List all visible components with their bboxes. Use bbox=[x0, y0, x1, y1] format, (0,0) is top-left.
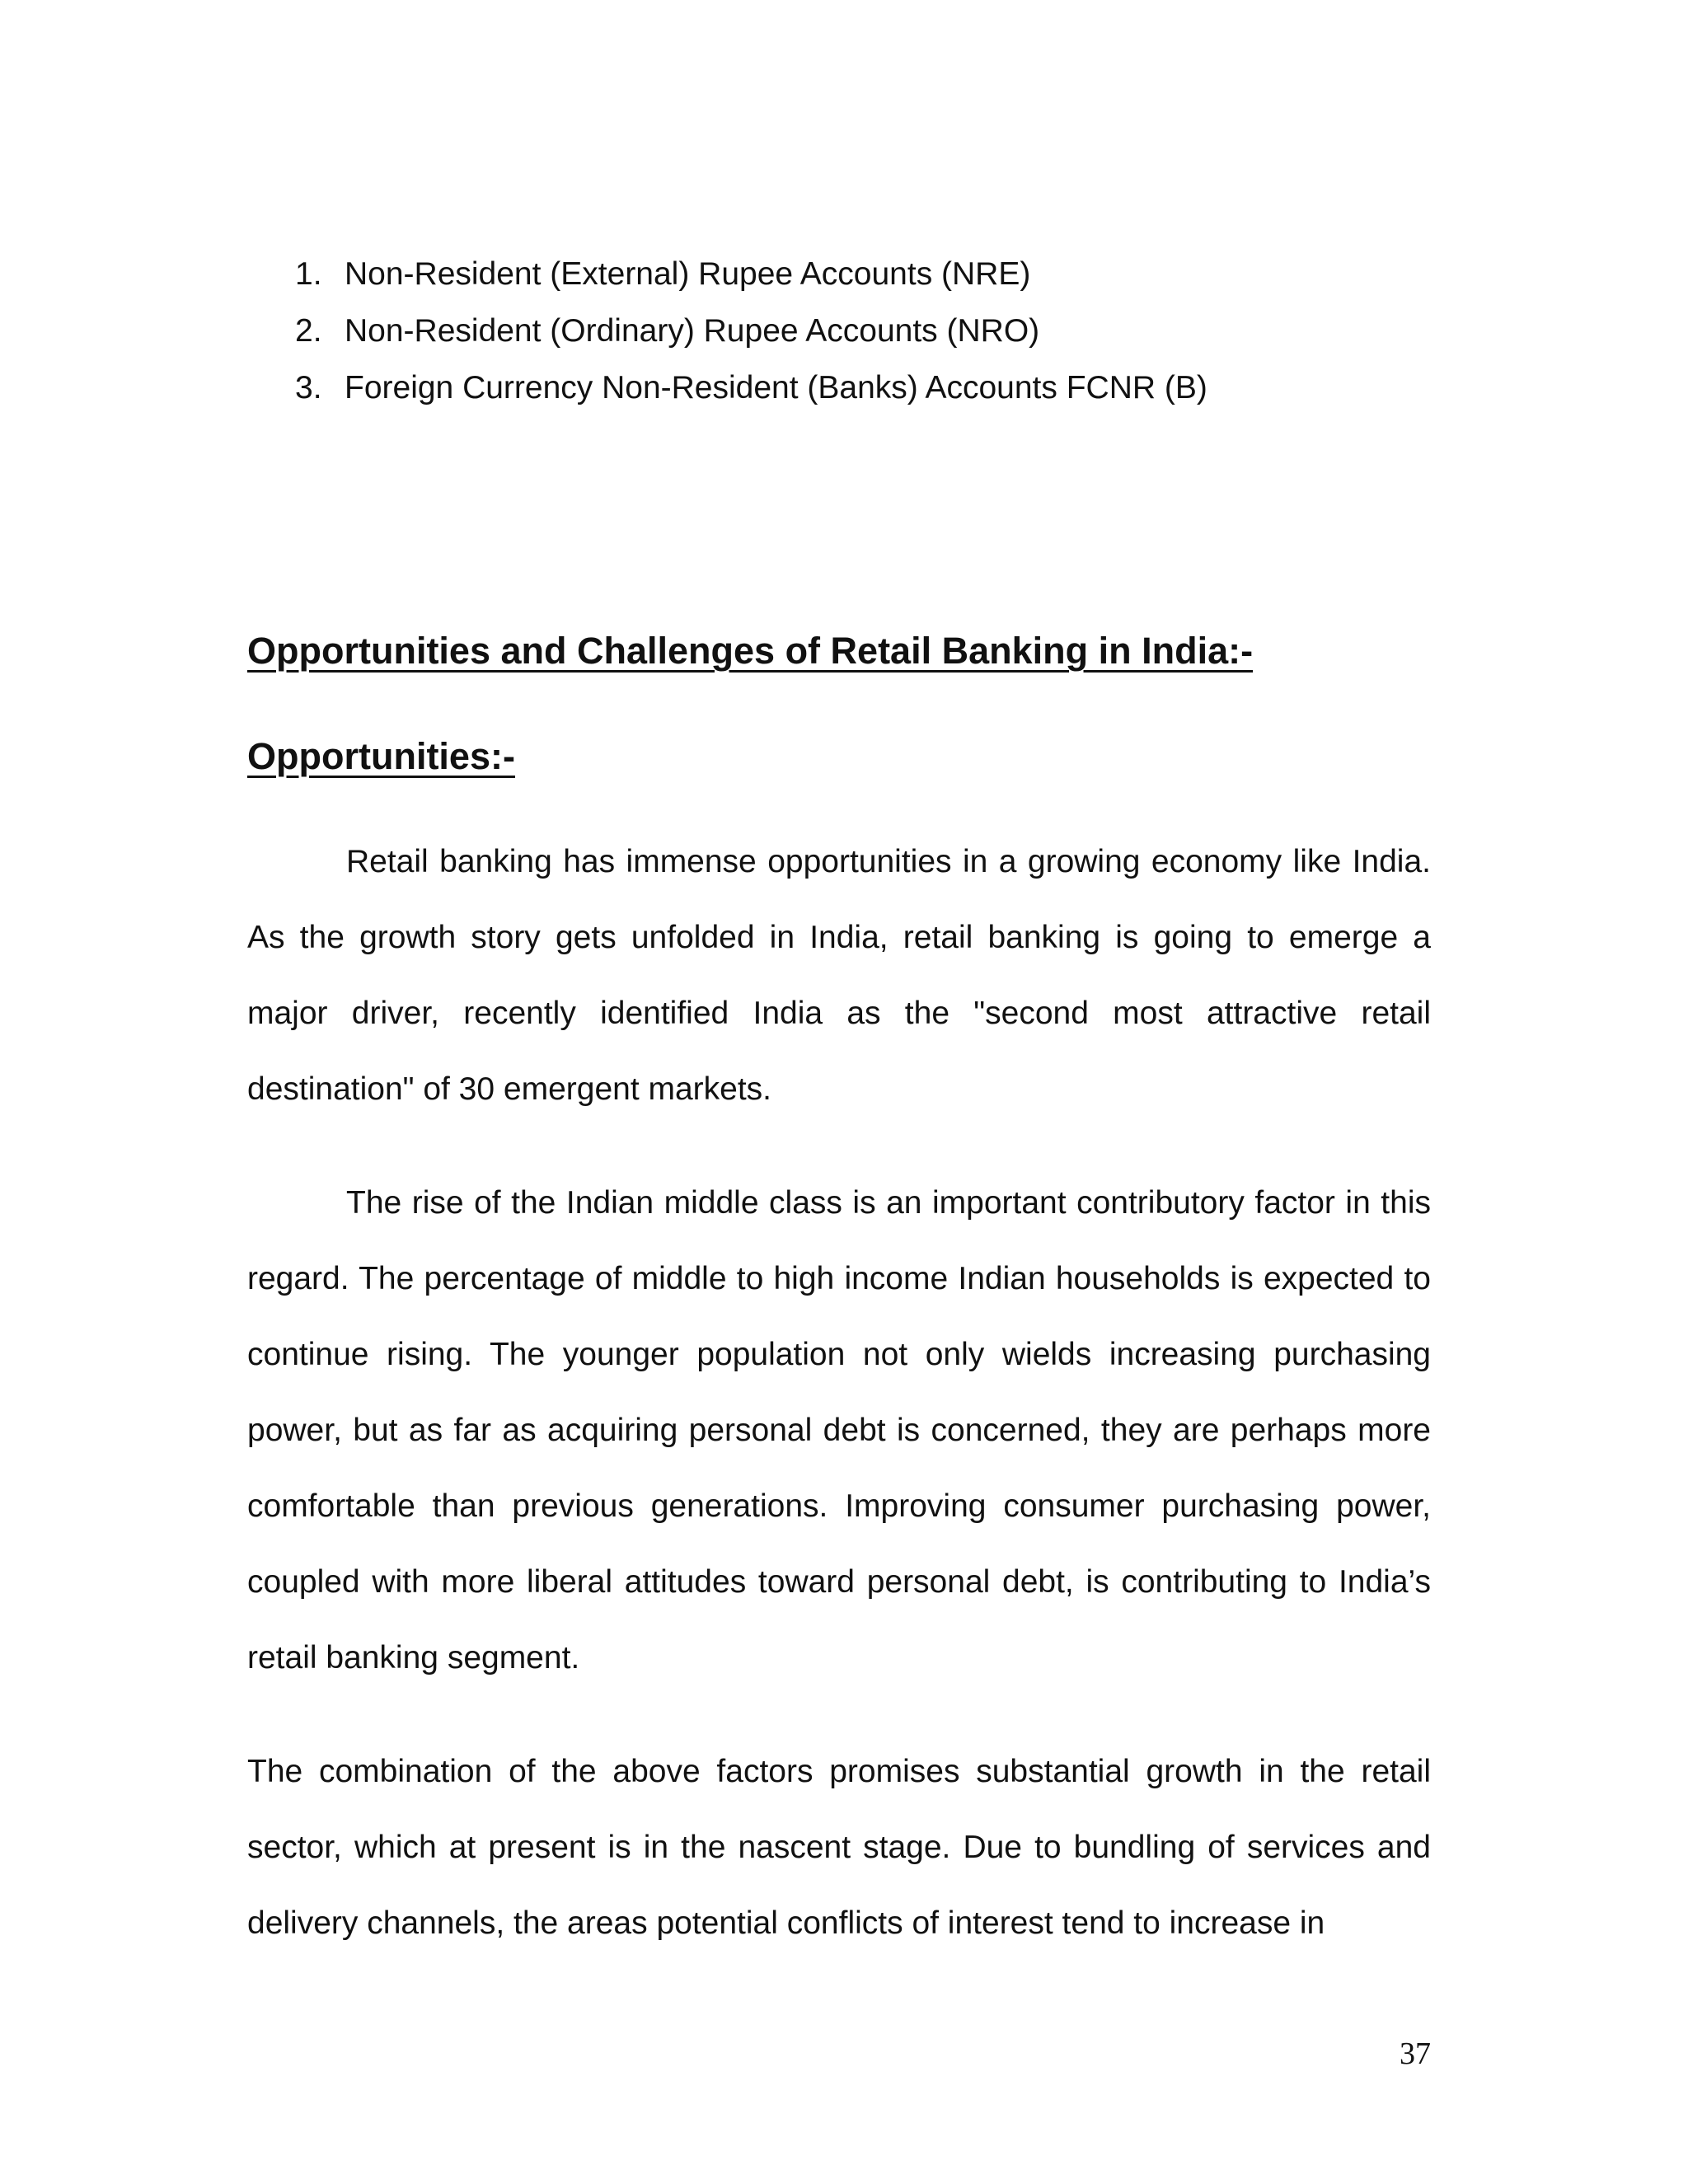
list-item-number: 2. bbox=[295, 313, 322, 349]
list-item-number: 3. bbox=[295, 370, 322, 405]
list-item bbox=[295, 359, 1207, 416]
list-item-text: Non-Resident (External) Rupee Accounts (NRE) bbox=[345, 256, 1031, 292]
list-item-text: Non-Resident (Ordinary) Rupee Accounts (NRO) bbox=[345, 313, 1040, 349]
paragraph: The combination of the above factors promises substantial growth in the retail sector, which at present is in the nascent stage. Due to bundling of services and delivery channels, the areas potential conflicts of interest tend to increase in bbox=[247, 1754, 1431, 1941]
list-item-text: Foreign Currency Non-Resident (Banks) Accounts FCNR (B) bbox=[345, 370, 1207, 405]
paragraph: The rise of the Indian middle class is an important contributory factor in this regard. The percentage of middle to high income Indian households is expected to continue rising. The younger population not only wields increasing purchasing power, but as far as acquiring personal debt is concerned, they are perhaps more comfortable than previous generations. Improving consumer purchasing power, coupled with more liberal attitudes toward personal debt, is contributing to India’s retail banking segment. bbox=[247, 1185, 1431, 1675]
list-item-number: 1. bbox=[295, 256, 322, 292]
page-number: 37 bbox=[1400, 2036, 1431, 2071]
list-item bbox=[295, 302, 1207, 359]
list-item bbox=[295, 246, 1207, 302]
subsection-heading: Opportunities:- bbox=[247, 735, 515, 777]
paragraph: Retail banking has immense opportunities in a growing economy like India. As the growth story gets unfolded in India, retail banking is going to emerge a major driver, recently identified India as the "second most attractive retail destination" of 30 emergent markets. bbox=[247, 844, 1431, 1107]
section-heading: Opportunities and Challenges of Retail Banking in India:- bbox=[247, 630, 1254, 672]
account-types-list bbox=[295, 246, 1207, 416]
